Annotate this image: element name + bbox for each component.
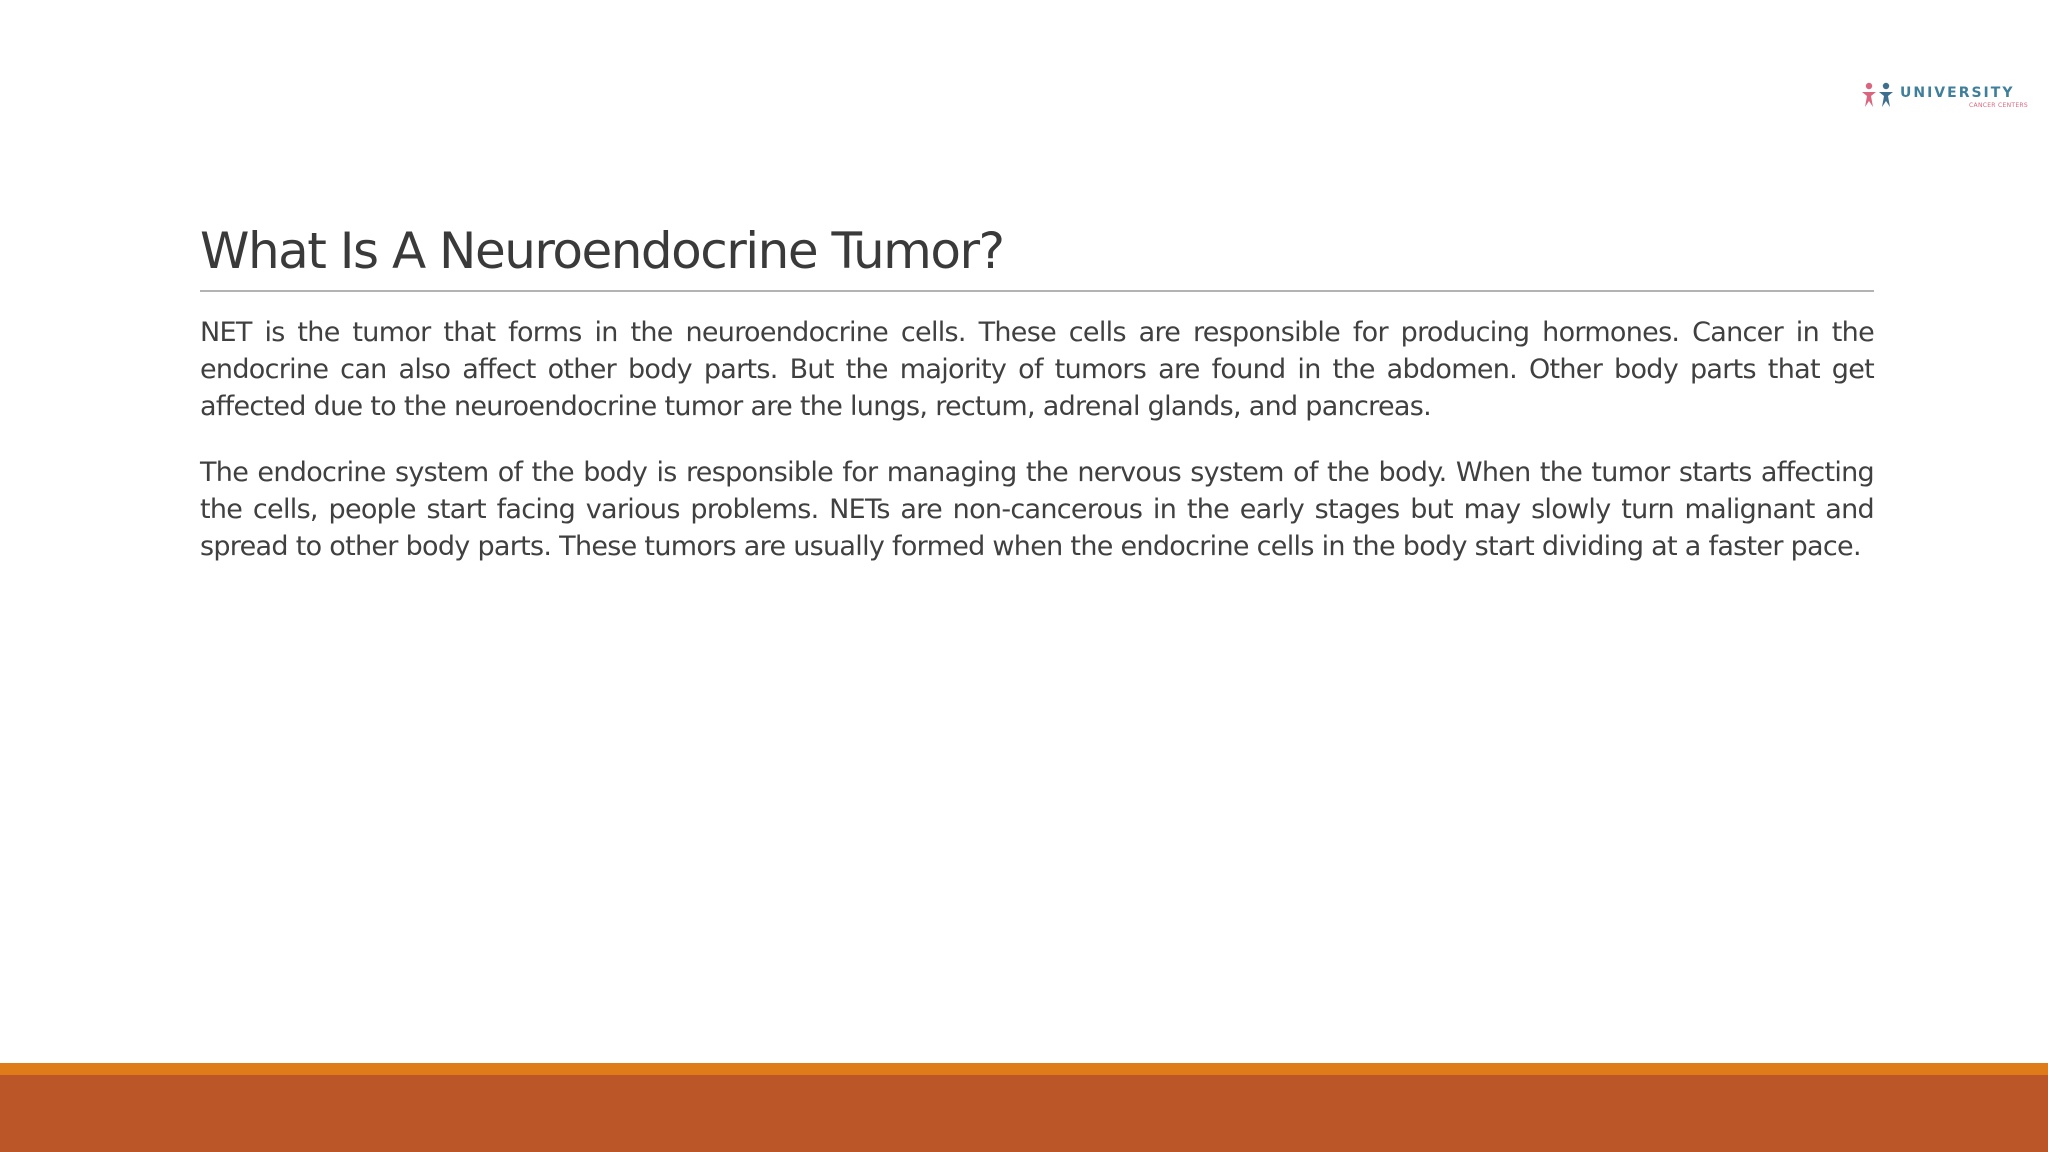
logo-subtext: CANCER CENTERS <box>1969 102 2028 109</box>
title-divider <box>200 290 1874 292</box>
slide-title: What Is A Neuroendocrine Tumor? <box>200 222 1004 280</box>
footer-band <box>0 1075 2048 1152</box>
body-paragraph-2: The endocrine system of the body is responsible for managing the nervous system of the body. When the tumor starts affecting the cells, people start facing various problems. NETs are non-cancerous in the early stages but may slowly turn malignant and spread to other body parts. These tumors are usually formed when the endocrine cells in the body start dividing at a faster pace. <box>200 457 1874 562</box>
two-figures-icon <box>1862 83 1893 107</box>
logo-wordmark: UNIVERSITY <box>1900 85 2015 101</box>
body-paragraph-1: NET is the tumor that forms in the neuroendocrine cells. These cells are responsible for producing hormones. Cancer in the endocrine can also affect other body parts. But the majority of tumors are found in the abdomen. Other body parts that get affected due to the neuroendocrine tumor are the lungs, rectum, adrenal glands, and pancreas. <box>200 317 1874 422</box>
university-cancer-centers-logo <box>1860 80 2032 118</box>
slide-body <box>200 314 1874 594</box>
footer-accent-stripe <box>0 1063 2048 1075</box>
